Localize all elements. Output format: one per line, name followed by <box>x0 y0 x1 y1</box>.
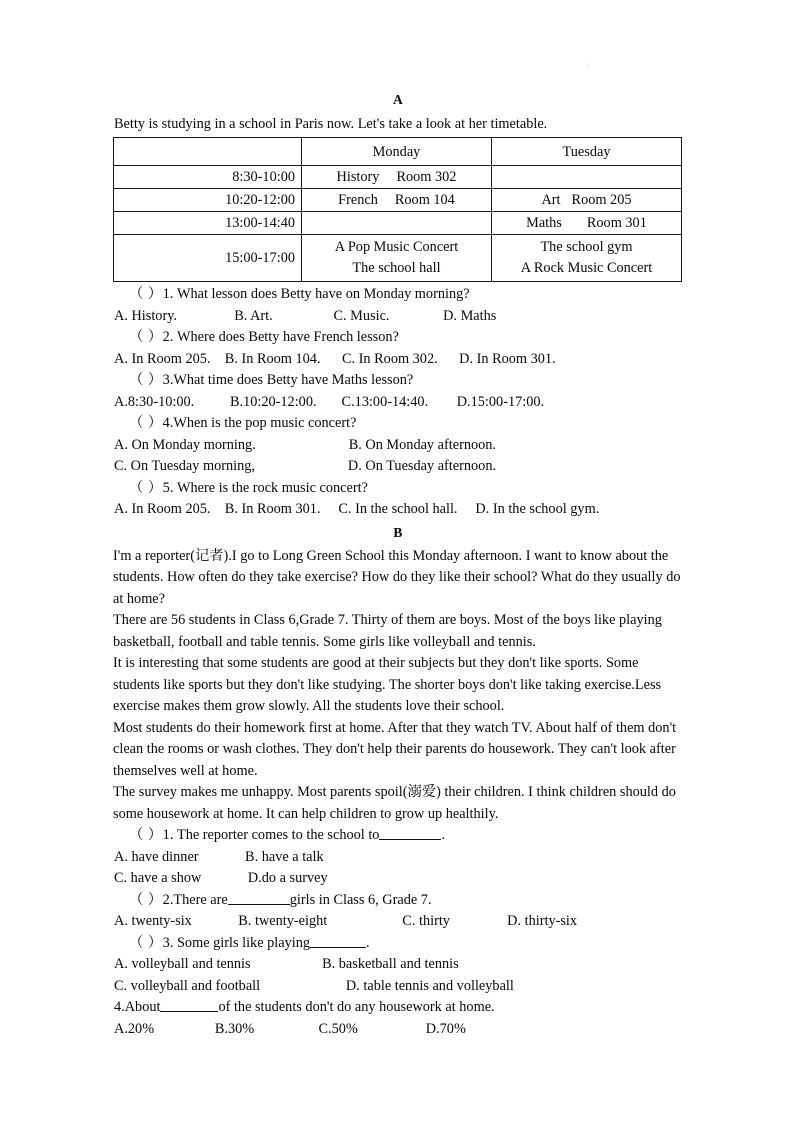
options-b-3-row2 <box>113 976 683 998</box>
options-a-4-line2[interactable]: C. On Tuesday morning, D. On Tuesday afternoon. <box>114 458 497 474</box>
option-d[interactable]: D.do a survey <box>247 870 328 886</box>
question-text-end: of the students don't do any housework at home. <box>218 999 495 1015</box>
question-text: 4.About <box>114 999 161 1015</box>
section-b-heading: B <box>393 524 403 540</box>
monday-slot-2 <box>302 189 492 212</box>
question-a-4 <box>113 413 683 435</box>
answer-bracket[interactable]: （ ） <box>129 934 163 951</box>
passage-paragraph-2: There are 56 students in Class 6,Grade 7. Thirty of them are boys. Most of the boys like playing basketball, football and table tennis. Some girls like volleyball and tennis. <box>113 612 662 650</box>
options-a-5[interactable]: A. In Room 205. B. In Room 301. C. In the school hall. D. In the school gym. <box>114 501 600 517</box>
answer-blank[interactable] <box>160 999 218 1012</box>
monday-slot-3 <box>302 212 492 235</box>
options-b-4[interactable]: A.20% B.30% C.50% D.70% <box>114 1020 466 1037</box>
room-label: Room 301 <box>586 215 647 231</box>
options-b-1-row1 <box>113 847 683 869</box>
options-b-3-row1 <box>113 954 683 976</box>
answer-bracket[interactable]: （ ） <box>129 891 163 908</box>
time-slot: 13:00-14:40 <box>114 212 302 235</box>
question-text: 4.When is the pop music concert? <box>162 415 357 431</box>
tuesday-slot-1 <box>492 166 682 189</box>
monday-slot-1 <box>302 166 492 189</box>
time-slot: 10:20-12:00 <box>114 189 302 212</box>
section-a-heading: A <box>392 92 404 107</box>
question-text: 3. Some girls like playing <box>162 934 310 951</box>
question-text-end: . <box>366 934 370 951</box>
scan-artifact: + <box>586 60 592 70</box>
event-name: A Pop Music Concert <box>334 239 459 255</box>
answer-bracket[interactable]: （ ） <box>129 479 163 496</box>
subject-label: French <box>338 192 378 208</box>
question-a-2 <box>113 327 683 349</box>
answer-blank[interactable] <box>228 892 290 905</box>
table-row <box>114 166 682 189</box>
options-a-3[interactable]: A.8:30-10:00. B.10:20-12:00. C.13:00-14:40. D.15:00-17:00. <box>114 393 545 410</box>
question-b-3 <box>113 933 683 955</box>
question-b-2 <box>113 890 683 912</box>
event-venue: The school hall <box>352 260 441 276</box>
answer-blank[interactable] <box>310 935 366 948</box>
timetable <box>113 137 682 282</box>
tuesday-slot-2 <box>492 189 682 212</box>
option-c[interactable]: C. volleyball and football <box>114 977 261 994</box>
timetable-corner-cell <box>114 138 302 166</box>
room-label: Room 205 <box>571 192 632 208</box>
options-b-2[interactable]: A. twenty-six B. twenty-eight C. thirty D. thirty-six <box>114 913 578 929</box>
question-a-3 <box>113 370 683 392</box>
answer-bracket[interactable]: （ ） <box>129 372 163 388</box>
section-a-intro: Betty is studying in a school in Paris now. Let's take a look at her timetable. <box>114 116 548 132</box>
subject-label: History <box>336 169 380 185</box>
tuesday-slot-4 <box>492 235 682 282</box>
option-b[interactable]: B. have a talk <box>245 848 324 865</box>
answer-blank[interactable] <box>379 827 441 840</box>
event-venue: The school gym <box>540 239 633 255</box>
passage-paragraph-3: It is interesting that some students are good at their subjects but they don't like sports. Some students like sports but they don't like studying. The shorter boys don't like taking exercise.Less exercise makes them grow slowly. All the students love their school. <box>113 655 662 714</box>
options-a-4-line1[interactable]: A. On Monday morning. B. On Monday afternoon. <box>114 436 497 453</box>
options-a-1[interactable]: A. History. B. Art. C. Music. D. Maths <box>114 307 497 324</box>
table-row <box>114 235 682 282</box>
passage-paragraph-4: Most students do their homework first at home. After that they watch TV. About half of them don't clean the rooms or wash clothes. They don't help their parents do housework. They can't look after themselves well at home. <box>113 719 677 779</box>
question-text: 5. Where is the rock music concert? <box>162 479 368 496</box>
answer-bracket[interactable]: （ ） <box>129 415 163 431</box>
column-header-tuesday: Tuesday <box>492 138 682 166</box>
question-text-end: . <box>441 827 446 843</box>
room-label: Room 302 <box>396 169 457 185</box>
question-b-1 <box>113 825 683 847</box>
option-b[interactable]: B. basketball and tennis <box>322 956 459 972</box>
options-a-2[interactable]: A. In Room 205. B. In Room 104. C. In Room 302. D. In Room 301. <box>114 350 556 367</box>
option-a[interactable]: A. volleyball and tennis <box>114 956 251 972</box>
question-a-1 <box>113 284 683 306</box>
table-header-row <box>114 138 682 166</box>
answer-bracket[interactable]: （ ） <box>129 329 163 345</box>
subject-label: Art <box>541 192 561 208</box>
answer-bracket[interactable]: （ ） <box>129 286 163 302</box>
options-b-1-row2 <box>113 868 683 890</box>
monday-slot-4 <box>302 235 492 282</box>
question-text: 2. Where does Betty have French lesson? <box>162 329 399 345</box>
passage-paragraph-5: The survey makes me unhappy. Most parents spoil(溺爱) their children. I think children should do some housework at home. It can help children to grow up healthily. <box>113 784 676 822</box>
option-a[interactable]: A. have dinner <box>114 848 199 865</box>
room-label: Room 104 <box>394 192 455 208</box>
question-b-4 <box>113 997 683 1019</box>
table-row <box>114 189 682 212</box>
table-row <box>114 212 682 235</box>
subject-label: Maths <box>526 215 562 231</box>
time-slot: 8:30-10:00 <box>114 166 302 189</box>
event-name: A Rock Music Concert <box>520 260 653 276</box>
question-text-end: girls in Class 6, Grade 7. <box>289 891 432 908</box>
passage-paragraph-1: I'm a reporter(记者).I go to Long Green School this Monday afternoon. I want to know about the students. How often do they take exercise? How do they like their school? What do they usually do at home? <box>113 547 681 607</box>
question-text: 1. The reporter comes to the school to <box>162 827 380 843</box>
column-header-monday: Monday <box>302 138 492 166</box>
question-text: 1. What lesson does Betty have on Monday morning? <box>162 286 470 302</box>
answer-bracket[interactable]: （ ） <box>129 827 163 843</box>
option-d[interactable]: D. table tennis and volleyball <box>345 977 514 994</box>
time-slot: 15:00-17:00 <box>114 235 302 282</box>
question-a-5 <box>113 478 683 500</box>
question-text: 2.There are <box>162 891 228 908</box>
question-text: 3.What time does Betty have Maths lesson? <box>162 372 414 388</box>
tuesday-slot-3 <box>492 212 682 235</box>
option-c[interactable]: C. have a show <box>114 870 202 886</box>
document-content <box>113 90 683 1040</box>
